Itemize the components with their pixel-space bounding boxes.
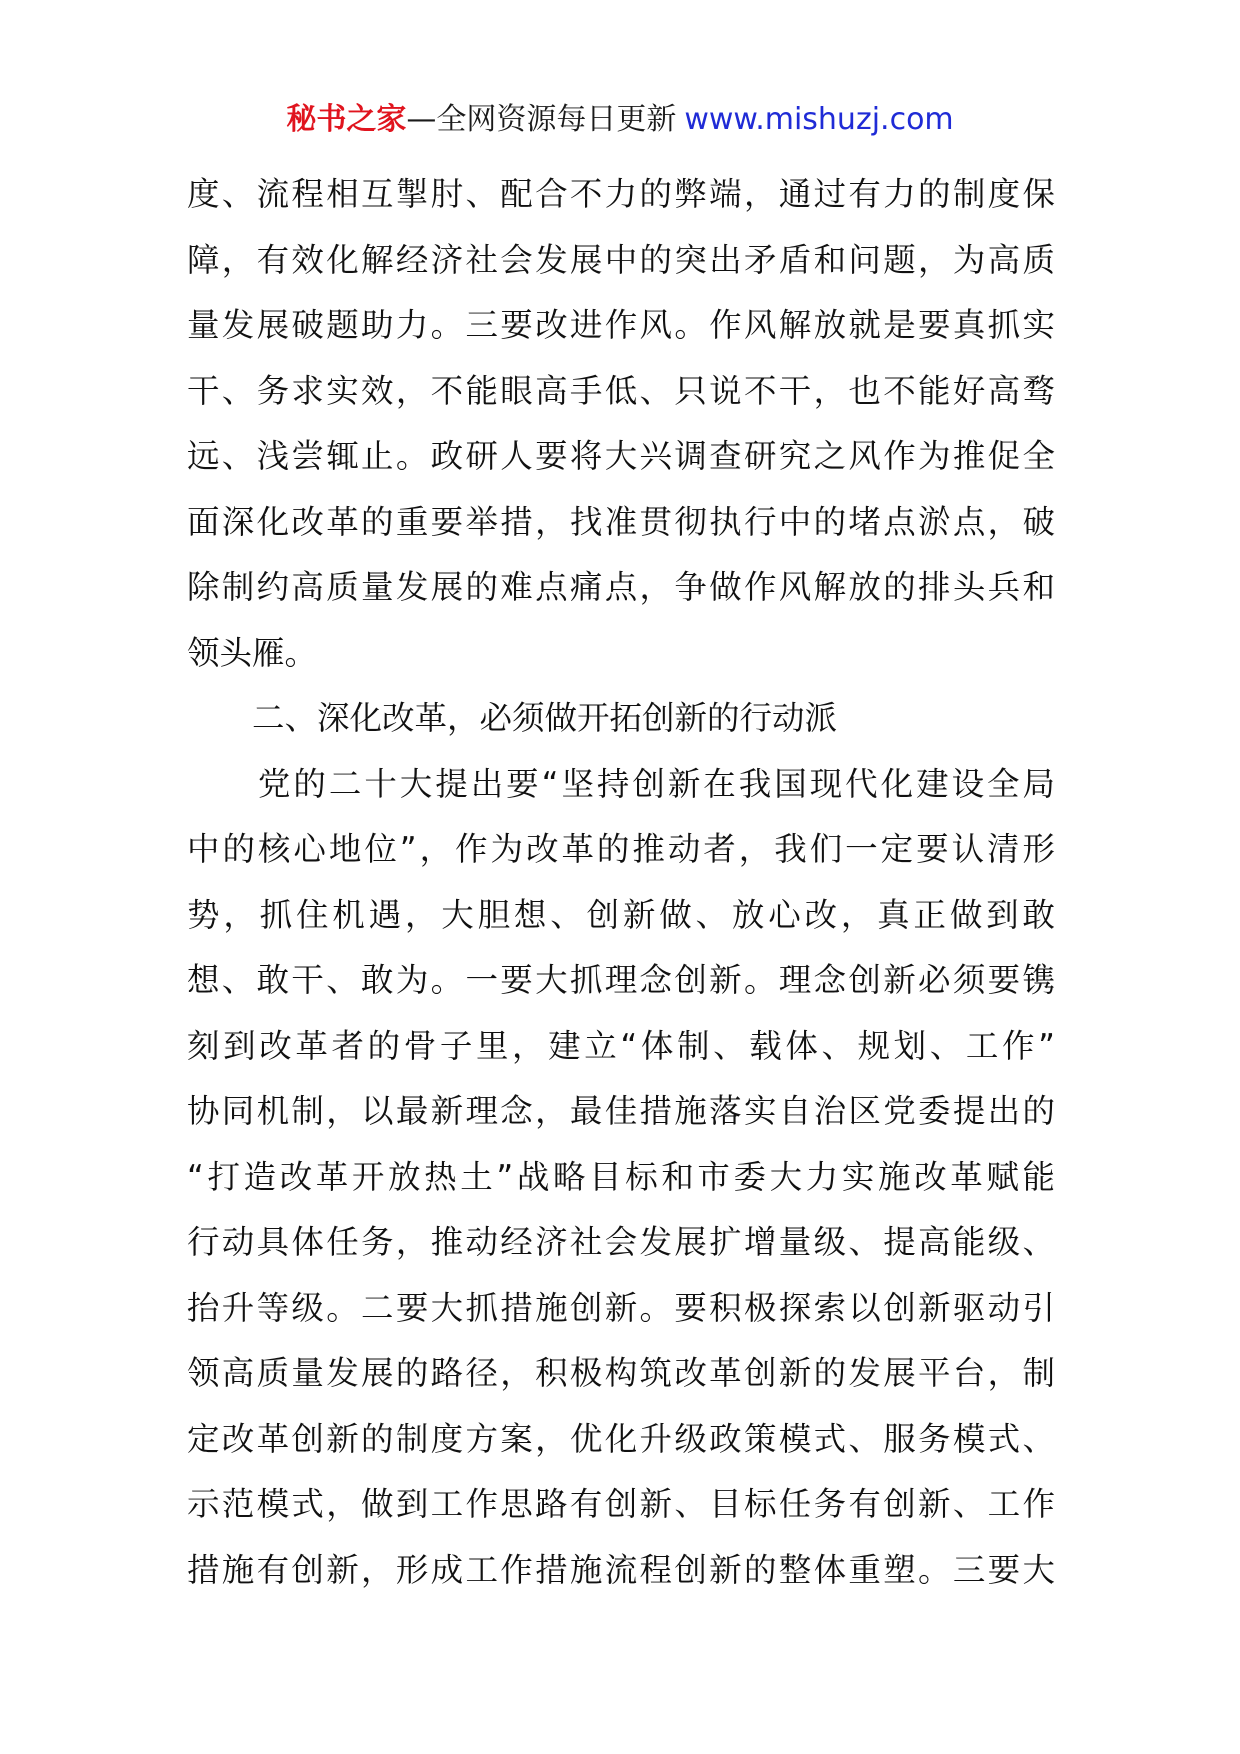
text-line: 领头雁。 — [187, 633, 318, 672]
text-line: 领高质量发展的路径，积极构筑改革创新的发展平台，制 — [187, 1354, 1055, 1392]
text-line: 远、浅尝辄止。政研人要将大兴调查研究之风作为推促全 — [187, 437, 1055, 475]
text-line: 面深化改革的重要举措，找准贯彻执行中的堵点淤点，破 — [187, 502, 1055, 541]
text-line: 想、敢干、敢为。一要大抓理念创新。理念创新必须要镌 — [187, 961, 1055, 999]
text-line: 刻到改革者的骨子里，建立“体制、载体、规划、工作” — [187, 1026, 1055, 1065]
text-line: 定改革创新的制度方案，优化升级政策模式、服务模式、 — [187, 1419, 1055, 1458]
text-line: 抬升等级。二要大抓措施创新。要积极探索以创新驱动引 — [187, 1288, 1055, 1327]
text-line: 度、流程相互掣肘、配合不力的弊端，通过有力的制度保 — [187, 175, 1055, 213]
site-url-link[interactable]: www.mishuzj.com — [684, 102, 954, 137]
site-brand: 秘书之家 — [286, 102, 407, 137]
text-line: 措施有创新，形成工作措施流程创新的整体重塑。三要大 — [187, 1550, 1055, 1589]
site-tagline: —全网资源每日更新 — [406, 102, 677, 137]
text-line: 协同机制，以最新理念，最佳措施落实自治区党委提出的 — [187, 1092, 1055, 1130]
text-line: “打造改革开放热土”战略目标和市委大力实施改革赋能 — [187, 1157, 1055, 1196]
text-line: 除制约高质量发展的难点痛点，争做作风解放的排头兵和 — [187, 568, 1055, 606]
document-body — [187, 162, 1055, 1603]
section-heading: 二、深化改革，必须做开拓创新的行动派 — [187, 699, 838, 737]
text-line: 行动具体任务，推动经济社会发展扩增量级、提高能级、 — [187, 1223, 1055, 1261]
text-line: 量发展破题助力。三要改进作风。作风解放就是要真抓实 — [187, 306, 1055, 344]
text-line: 障，有效化解经济社会发展中的突出矛盾和问题，为高质 — [187, 240, 1055, 279]
text-line: 势，抓住机遇，大胆想、创新做、放心改，真正做到敢 — [187, 895, 1055, 934]
text-line: 示范模式，做到工作思路有创新、目标任务有创新、工作 — [187, 1485, 1055, 1523]
site-header — [0, 100, 1240, 140]
text-line: 中的核心地位”，作为改革的推动者，我们一定要认清形 — [187, 830, 1055, 868]
text-line: 干、务求实效，不能眼高手低、只说不干，也不能好高骛 — [187, 371, 1055, 410]
text-line: 党的二十大提出要“坚持创新在我国现代化建设全局 — [187, 764, 1055, 803]
